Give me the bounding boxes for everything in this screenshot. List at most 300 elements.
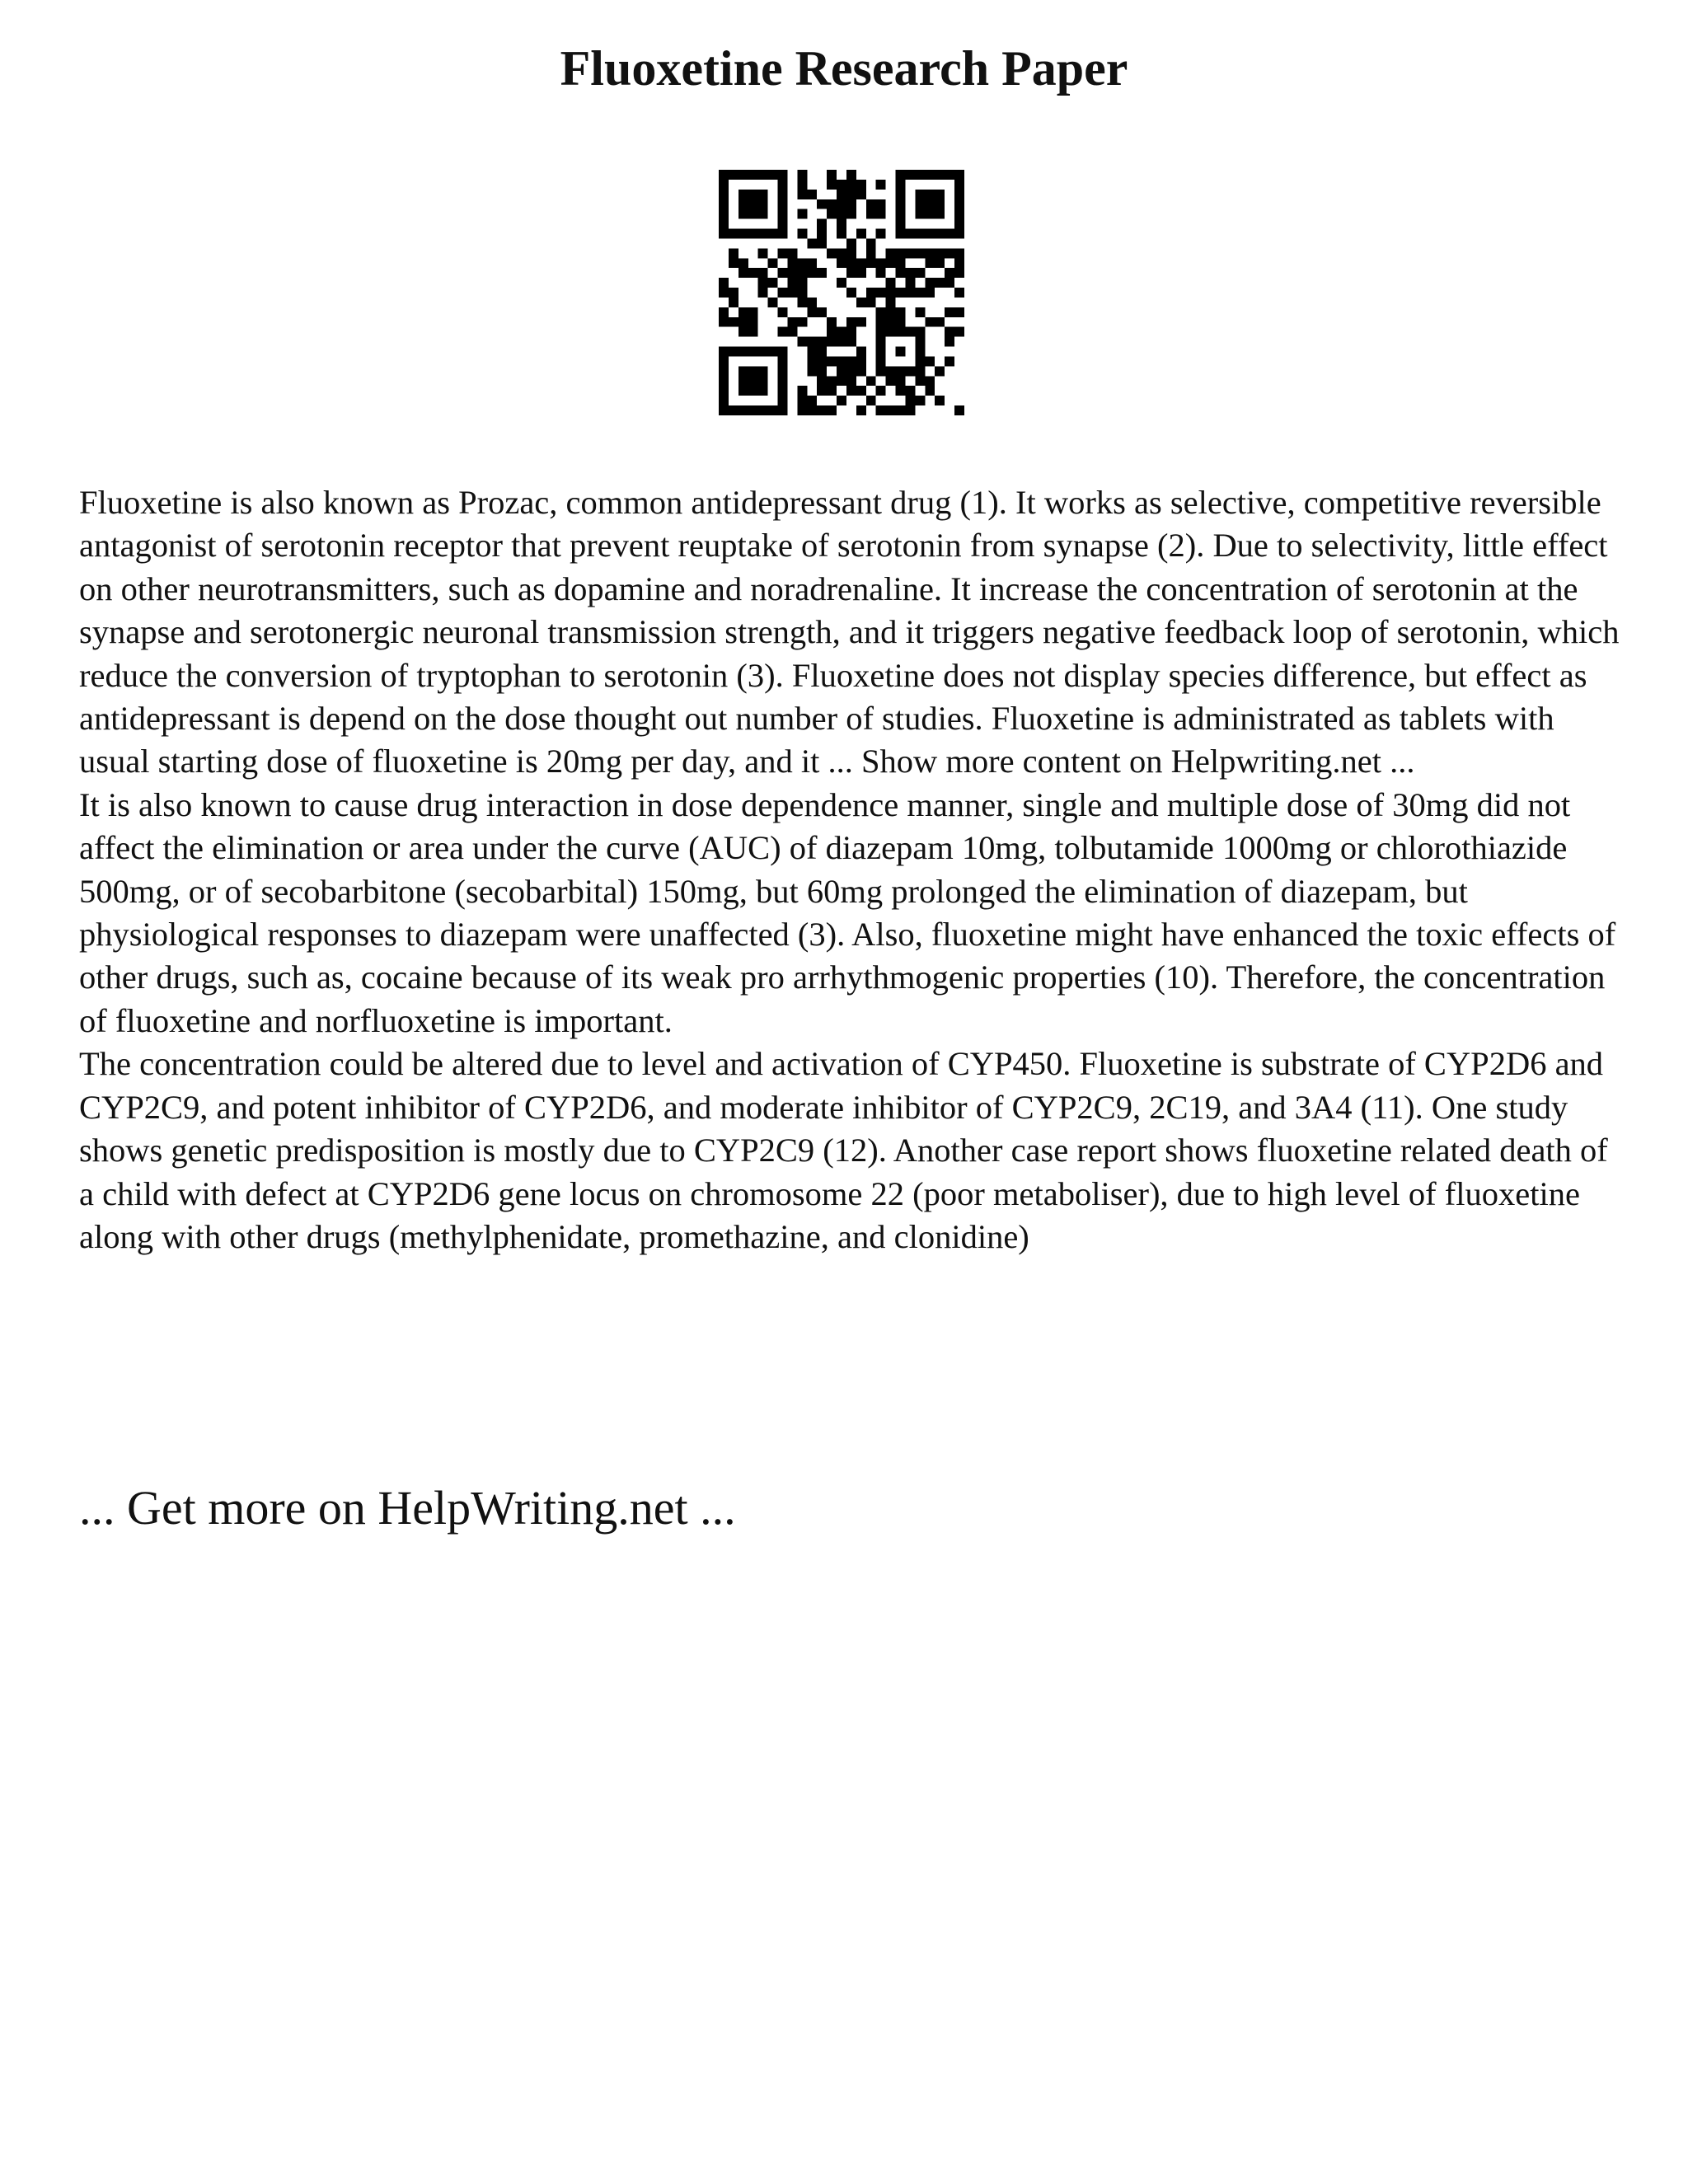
- qr-module: [837, 199, 846, 209]
- qr-module: [846, 248, 856, 258]
- qr-module: [876, 268, 886, 278]
- qr-module: [935, 248, 945, 258]
- qr-module: [886, 278, 896, 288]
- qr-module: [954, 258, 964, 268]
- qr-module: [758, 386, 768, 396]
- qr-module: [778, 386, 788, 396]
- qr-module: [856, 298, 866, 307]
- qr-module: [729, 248, 738, 258]
- qr-module: [896, 180, 906, 190]
- qr-module: [856, 366, 866, 376]
- qr-module: [915, 327, 925, 337]
- qr-module: [768, 278, 778, 288]
- qr-module: [738, 347, 748, 357]
- qr-module: [886, 376, 896, 386]
- qr-module: [896, 248, 906, 258]
- qr-module: [886, 298, 896, 307]
- qr-module: [738, 190, 748, 199]
- qr-module: [738, 386, 748, 396]
- qr-module: [748, 386, 758, 396]
- qr-module: [719, 307, 729, 317]
- qr-module: [837, 258, 846, 268]
- qr-module: [856, 268, 866, 278]
- page-title: Fluoxetine Research Paper: [560, 41, 1128, 96]
- qr-module: [778, 180, 788, 190]
- qr-module: [876, 356, 886, 366]
- qr-module: [945, 278, 954, 288]
- qr-module: [738, 317, 748, 327]
- qr-module: [846, 199, 856, 209]
- qr-module: [827, 170, 837, 180]
- qr-module: [876, 337, 886, 347]
- qr-module: [925, 278, 935, 288]
- qr-module: [719, 347, 729, 357]
- qr-module: [827, 386, 837, 396]
- qr-module: [866, 209, 876, 219]
- qr-module: [827, 180, 837, 190]
- qr-module: [787, 327, 797, 337]
- qr-module: [886, 288, 896, 298]
- qr-module: [945, 170, 954, 180]
- qr-module: [778, 229, 788, 239]
- qr-module: [846, 366, 856, 376]
- qr-module: [954, 219, 964, 229]
- qr-module: [945, 337, 954, 347]
- qr-module: [837, 366, 846, 376]
- qr-module: [905, 248, 915, 258]
- qr-module: [876, 317, 886, 327]
- qr-module: [905, 405, 915, 415]
- qr-module: [954, 327, 964, 337]
- qr-module: [846, 327, 856, 337]
- qr-module: [807, 268, 817, 278]
- qr-module: [935, 190, 945, 199]
- qr-module: [817, 268, 827, 278]
- qr-module: [758, 376, 768, 386]
- qr-module: [738, 405, 748, 415]
- qr-module: [738, 366, 748, 376]
- qr-module: [738, 170, 748, 180]
- qr-module: [719, 356, 729, 366]
- qr-module: [719, 396, 729, 405]
- qr-module: [837, 180, 846, 190]
- qr-module: [837, 209, 846, 219]
- qr-module: [866, 248, 876, 258]
- qr-module: [807, 347, 817, 357]
- qr-module: [807, 298, 817, 307]
- qr-module: [807, 190, 817, 199]
- qr-module: [807, 396, 817, 405]
- qr-module: [758, 366, 768, 376]
- qr-module: [837, 229, 846, 239]
- qr-module: [856, 180, 866, 190]
- qr-module: [748, 199, 758, 209]
- qr-module: [876, 209, 886, 219]
- qr-module: [758, 209, 768, 219]
- qr-module: [915, 190, 925, 199]
- qr-module: [925, 356, 935, 366]
- qr-module: [797, 268, 807, 278]
- qr-module: [797, 209, 807, 219]
- qr-module: [719, 219, 729, 229]
- qr-module: [729, 170, 738, 180]
- qr-module: [846, 337, 856, 347]
- qr-module: [817, 405, 827, 415]
- qr-module: [896, 317, 906, 327]
- qr-module: [807, 405, 817, 415]
- qr-module: [837, 376, 846, 386]
- qr-module: [925, 258, 935, 268]
- qr-module: [807, 307, 817, 317]
- qr-module: [787, 258, 797, 268]
- qr-module: [945, 268, 954, 278]
- qr-module: [787, 248, 797, 258]
- qr-module: [748, 190, 758, 199]
- qr-module: [797, 278, 807, 288]
- qr-module: [915, 356, 925, 366]
- qr-module: [896, 258, 906, 268]
- qr-module: [886, 317, 896, 327]
- qr-module: [915, 347, 925, 357]
- qr-module: [896, 405, 906, 415]
- qr-module: [935, 396, 945, 405]
- qr-module: [738, 199, 748, 209]
- qr-module: [915, 229, 925, 239]
- qr-module: [738, 376, 748, 386]
- qr-module: [758, 199, 768, 209]
- qr-module: [915, 307, 925, 317]
- paragraph-2: It is also known to cause drug interaction in dose dependence manner, single and multiple dose of 30mg did not affect the elimination or area under the curve (AUC) of diazepam 10mg, tolbutamide 1000mg or chlorothiazide 500mg, or of secobarbitone (secobarbital) 150mg, but 60mg prolonged the elimination of diazepam, but physiological responses to diazepam were unaffected (3). Also, fluoxetine might have enhanced the toxic effects of other drugs, such as, cocaine because of its weak pro arrhythmogenic properties (10). Therefore, the concentration of fluoxetine and norfluoxetine is important.: [79, 785, 1616, 1039]
- qr-module: [778, 327, 788, 337]
- qr-module: [905, 396, 915, 405]
- qr-module: [787, 288, 797, 298]
- qr-module: [954, 170, 964, 180]
- qr-module: [856, 258, 866, 268]
- qr-module: [748, 366, 758, 376]
- qr-module: [866, 258, 876, 268]
- qr-module: [797, 190, 807, 199]
- qr-module: [876, 366, 886, 376]
- qr-module: [817, 337, 827, 347]
- qr-module: [915, 248, 925, 258]
- qr-module: [846, 376, 856, 386]
- qr-module: [719, 386, 729, 396]
- qr-module: [846, 180, 856, 190]
- qr-module: [778, 347, 788, 357]
- qr-module: [827, 337, 837, 347]
- qr-module: [748, 229, 758, 239]
- qr-module: [837, 248, 846, 258]
- qr-module: [954, 405, 964, 415]
- qr-module: [768, 405, 778, 415]
- qr-module: [729, 347, 738, 357]
- qr-module: [896, 229, 906, 239]
- qr-module: [905, 229, 915, 239]
- qr-module: [935, 209, 945, 219]
- qr-module: [954, 199, 964, 209]
- qr-module: [807, 337, 817, 347]
- qr-module: [935, 170, 945, 180]
- qr-module: [778, 248, 788, 258]
- qr-module: [866, 396, 876, 405]
- qr-module: [778, 199, 788, 209]
- qr-module: [925, 190, 935, 199]
- qr-module: [896, 366, 906, 376]
- qr-module: [738, 258, 748, 268]
- qr-module: [866, 376, 876, 386]
- qr-module: [817, 199, 827, 209]
- qr-module: [787, 268, 797, 278]
- qr-module: [925, 376, 935, 386]
- qr-module: [807, 366, 817, 376]
- qr-module: [748, 170, 758, 180]
- qr-module: [797, 298, 807, 307]
- qr-module: [778, 307, 788, 317]
- qr-module: [719, 278, 729, 288]
- qr-module: [827, 199, 837, 209]
- qr-module: [896, 386, 906, 396]
- qr-module: [846, 386, 856, 396]
- qr-module: [896, 199, 906, 209]
- qr-module: [758, 347, 768, 357]
- qr-module: [856, 386, 866, 396]
- qr-module: [738, 268, 748, 278]
- qr-module: [719, 317, 729, 327]
- qr-module: [837, 278, 846, 288]
- qr-module: [738, 307, 748, 317]
- qr-module: [945, 356, 954, 366]
- qr-module: [778, 219, 788, 229]
- qr-module: [856, 356, 866, 366]
- qr-module: [876, 386, 886, 396]
- qr-module: [925, 170, 935, 180]
- qr-module: [876, 405, 886, 415]
- qr-module: [797, 405, 807, 415]
- qr-module: [876, 347, 886, 357]
- qr-module: [758, 288, 768, 298]
- qr-module: [738, 327, 748, 337]
- qr-module: [866, 288, 876, 298]
- qr-module: [896, 268, 906, 278]
- qr-module: [915, 170, 925, 180]
- qr-module: [748, 347, 758, 357]
- qr-module: [758, 278, 768, 288]
- qr-module: [876, 258, 886, 268]
- qr-module: [925, 248, 935, 258]
- qr-module: [905, 268, 915, 278]
- qr-module: [837, 219, 846, 229]
- qr-module: [827, 356, 837, 366]
- qr-module: [778, 356, 788, 366]
- qr-module: [846, 268, 856, 278]
- qr-module: [935, 229, 945, 239]
- paragraph-1: Fluoxetine is also known as Prozac, common antidepressant drug (1). It works as selective, competitive reversible antagonist of serotonin receptor that prevent reuptake of serotonin from synapse (2). Due to selectivity, little effect on other neurotransmitters, such as dopamine and noradrenaline. It increase the concentration of serotonin at the synapse and serotonergic neuronal transmission strength, and it triggers negative feedback loop of serotonin, which reduce the conversion of tryptophan to serotonin (3). Fluoxetine does not display species difference, but effect as antidepressant is depend on the dose thought out number of studies. Fluoxetine is administrated as tablets with usual starting dose of fluoxetine is 20mg per day, and it ... Show more content on Helpwriting.net ...: [79, 484, 1620, 780]
- qr-module: [915, 199, 925, 209]
- qr-module: [797, 288, 807, 298]
- qr-module: [827, 376, 837, 386]
- qr-module: [925, 229, 935, 239]
- qr-module: [817, 219, 827, 229]
- qr-module: [817, 347, 827, 357]
- qr-module: [837, 190, 846, 199]
- qr-module: [797, 229, 807, 239]
- qr-module: [945, 248, 954, 258]
- qr-module: [817, 376, 827, 386]
- qr-module: [729, 229, 738, 239]
- qr-module: [797, 396, 807, 405]
- qr-module: [768, 347, 778, 357]
- qr-module: [925, 199, 935, 209]
- qr-module: [846, 258, 856, 268]
- qr-module: [886, 248, 896, 258]
- qr-module: [846, 190, 856, 199]
- qr-module: [817, 238, 827, 248]
- qr-module: [778, 396, 788, 405]
- qr-module: [896, 209, 906, 219]
- qr-module: [866, 298, 876, 307]
- qr-module: [738, 209, 748, 219]
- qr-module: [954, 190, 964, 199]
- qr-module: [905, 327, 915, 337]
- qr-module: [827, 327, 837, 337]
- qr-module: [886, 327, 896, 337]
- qr-module: [729, 405, 738, 415]
- qr-module: [935, 278, 945, 288]
- qr-module: [719, 366, 729, 376]
- qr-module: [758, 248, 768, 258]
- qr-module: [817, 229, 827, 239]
- qr-module: [719, 170, 729, 180]
- qr-module: [935, 366, 945, 376]
- qr-module: [866, 238, 876, 248]
- qr-module: [797, 258, 807, 268]
- qr-module: [896, 288, 906, 298]
- qr-module: [876, 229, 886, 239]
- qr-module: [846, 356, 856, 366]
- qr-module: [856, 229, 866, 239]
- qr-module: [817, 356, 827, 366]
- qr-module: [748, 268, 758, 278]
- qr-module: [817, 307, 827, 317]
- qr-module: [827, 248, 837, 258]
- qr-module: [778, 288, 788, 298]
- qr-module: [807, 258, 817, 268]
- qr-module: [778, 366, 788, 376]
- qr-module: [856, 347, 866, 357]
- qr-module: [915, 268, 925, 278]
- qr-module: [856, 317, 866, 327]
- qr-module: [905, 288, 915, 298]
- qr-module: [876, 307, 886, 317]
- qr-module: [778, 190, 788, 199]
- qr-module: [807, 356, 817, 366]
- qr-module: [768, 229, 778, 239]
- qr-module: [817, 386, 827, 396]
- qr-module: [837, 327, 846, 337]
- qr-module: [817, 366, 827, 376]
- qr-module: [905, 278, 915, 288]
- qr-module: [748, 317, 758, 327]
- qr-module: [954, 209, 964, 219]
- qr-module: [945, 327, 954, 337]
- qr-module: [905, 386, 915, 396]
- qr-module: [758, 170, 768, 180]
- qr-module: [915, 366, 925, 376]
- qr-module: [945, 229, 954, 239]
- qr-module: [837, 396, 846, 405]
- qr-module: [748, 209, 758, 219]
- qr-module: [896, 376, 906, 386]
- qr-module: [797, 337, 807, 347]
- qr-module: [905, 170, 915, 180]
- qr-module: [719, 190, 729, 199]
- qr-module: [758, 190, 768, 199]
- qr-module: [778, 405, 788, 415]
- qr-module: [719, 229, 729, 239]
- qr-module: [758, 268, 768, 278]
- qr-module: [886, 258, 896, 268]
- qr-module: [896, 327, 906, 337]
- qr-module: [748, 327, 758, 337]
- qr-module: [896, 219, 906, 229]
- qr-module: [837, 337, 846, 347]
- qr-module: [915, 288, 925, 298]
- qr-module: [797, 317, 807, 327]
- qr-module: [797, 170, 807, 180]
- qr-module: [719, 180, 729, 190]
- qr-module: [856, 190, 866, 199]
- paragraph-3: The concentration could be altered due to level and activation of CYP450. Fluoxetine is substrate of CYP2D6 and CYP2C9, and potent inhibitor of CYP2D6, and moderate inhibitor of CYP2C9, 2C19, and 3A4 (11). One study shows genetic predisposition is mostly due to CYP2C9 (12). Another case report shows fluoxetine related death of a child with defect at CYP2D6 gene locus on chromosome 22 (poor metaboliser), due to high level of fluoxetine along with other drugs (methylphenidate, promethazine, and clonidine): [79, 1045, 1608, 1255]
- qr-module: [846, 170, 856, 180]
- qr-module: [925, 386, 935, 396]
- qr-module: [827, 209, 837, 219]
- qr-module: [748, 405, 758, 415]
- qr-module: [925, 288, 935, 298]
- qr-code[interactable]: [719, 170, 964, 415]
- qr-module: [935, 199, 945, 209]
- get-more-link[interactable]: ... Get more on HelpWriting.net ...: [79, 1481, 736, 1535]
- qr-module: [886, 366, 896, 376]
- qr-module: [935, 317, 945, 327]
- qr-module: [876, 288, 886, 298]
- qr-module: [827, 405, 837, 415]
- qr-module: [719, 405, 729, 415]
- qr-module: [866, 199, 876, 209]
- qr-module: [915, 396, 925, 405]
- qr-module: [954, 268, 964, 278]
- qr-module: [719, 209, 729, 219]
- qr-module: [896, 170, 906, 180]
- qr-module: [729, 288, 738, 298]
- qr-module: [846, 317, 856, 327]
- qr-module: [758, 405, 768, 415]
- qr-module: [876, 327, 886, 337]
- qr-module: [748, 307, 758, 317]
- qr-module: [925, 317, 935, 327]
- qr-module: [896, 307, 906, 317]
- qr-module: [954, 180, 964, 190]
- qr-module: [915, 337, 925, 347]
- qr-module: [797, 386, 807, 396]
- qr-module: [719, 288, 729, 298]
- qr-module: [954, 248, 964, 258]
- qr-module: [768, 258, 778, 268]
- qr-module: [886, 405, 896, 415]
- qr-module: [876, 180, 886, 190]
- qr-module: [729, 258, 738, 268]
- qr-module: [827, 317, 837, 327]
- qr-module: [729, 298, 738, 307]
